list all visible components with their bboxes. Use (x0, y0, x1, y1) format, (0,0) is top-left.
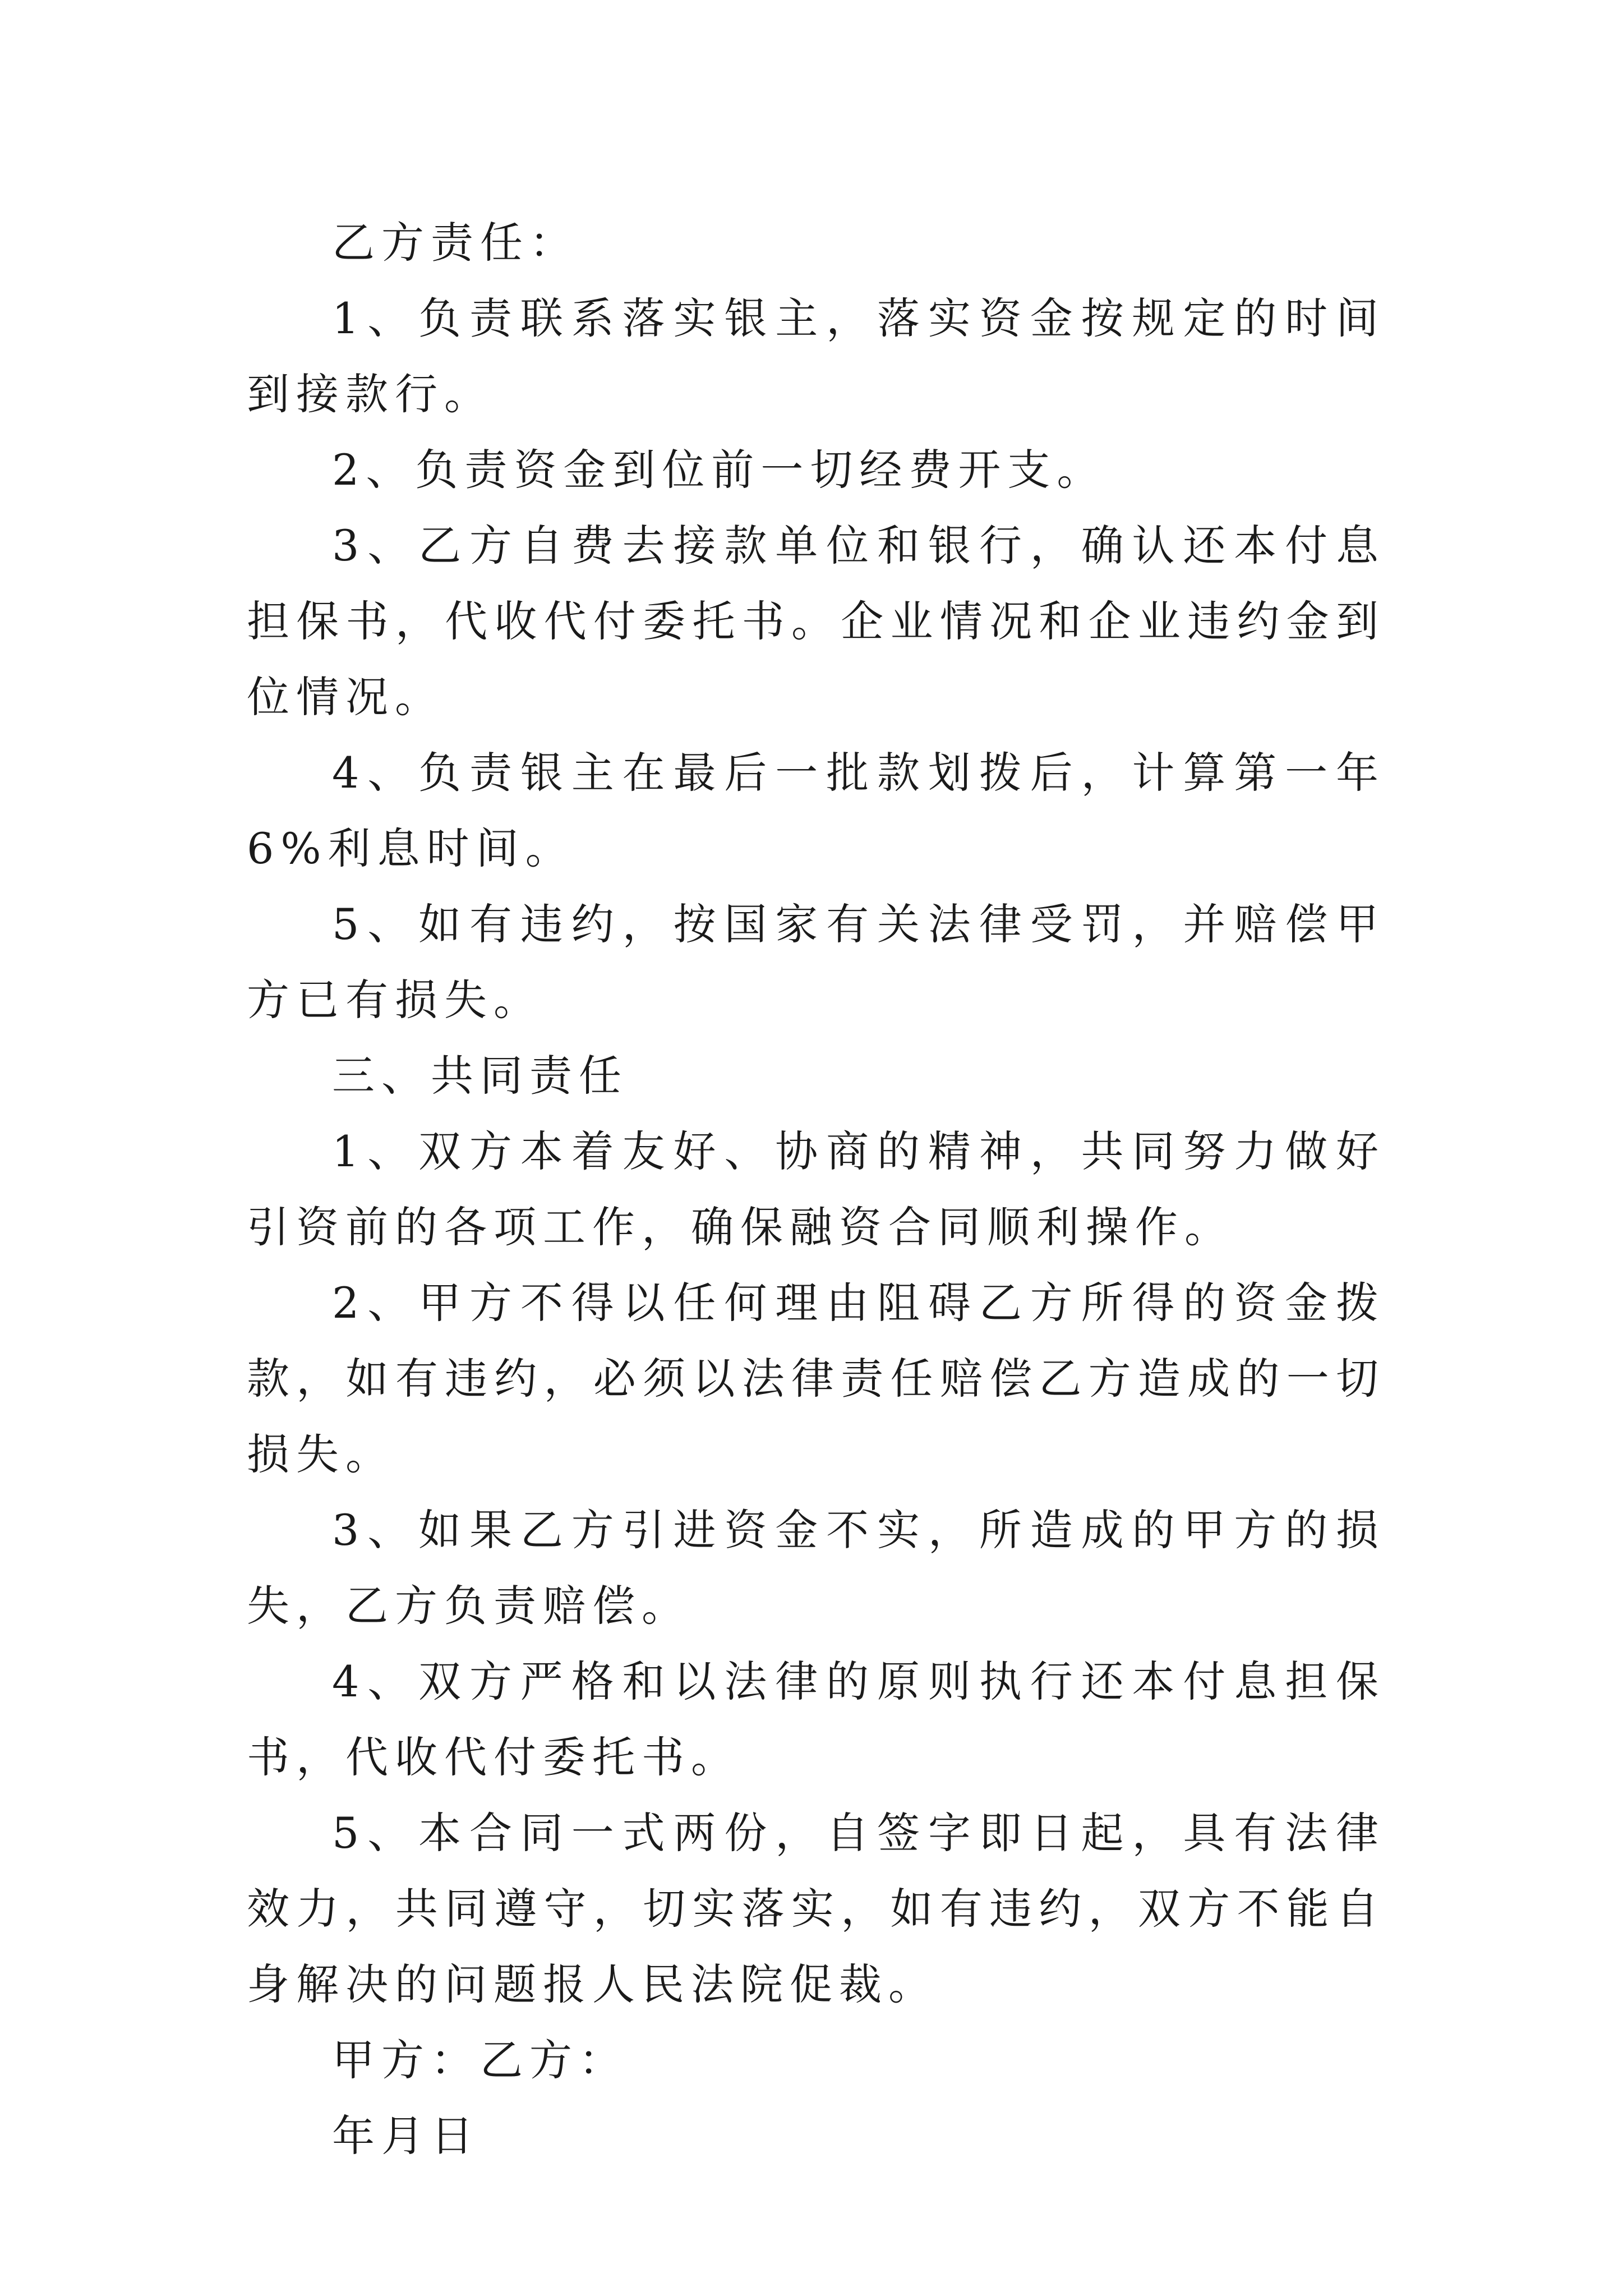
paragraph-b-4: 4、负责银主在最后一批款划拨后，计算第一年6%利息时间。 (247, 748, 1385, 873)
paragraph-b-2: 2、负责资金到位前一切经费开支。 (332, 445, 1106, 495)
section-heading-party-b-duties: 乙方责任： (332, 218, 579, 268)
paragraph-joint-4: 4、双方严格和以法律的原则执行还本付息担保书，代收代付委托书。 (247, 1657, 1385, 1782)
paragraph-joint-2: 2、甲方不得以任何理由阻碍乙方所得的资金拨款，如有违约，必须以法律责任赔偿乙方造成的一切损失。 (247, 1278, 1385, 1479)
paragraph-b-5: 5、如有违约，按国家有关法律受罚，并赔偿甲方已有损失。 (247, 899, 1385, 1025)
paragraph-b-1: 1、负责联系落实银主，落实资金按规定的时间到接款行。 (247, 293, 1385, 419)
paragraph-joint-3: 3、如果乙方引进资金不实，所造成的甲方的损失，乙方负责赔偿。 (247, 1505, 1385, 1631)
paragraph-joint-1: 1、双方本着友好、协商的精神，共同努力做好引资前的各项工作，确保融资合同顺利操作。 (247, 1126, 1385, 1252)
paragraph-b-3: 3、乙方自费去接款单位和银行，确认还本付息担保书，代收代付委托书。企业情况和企业违约金到位情况。 (247, 521, 1385, 722)
document-body (247, 205, 1385, 2174)
signature-line: 甲方：乙方： (332, 2035, 628, 2085)
section-heading-joint-duties: 三、共同责任 (332, 1051, 628, 1101)
paragraph-joint-5: 5、本合同一式两份，自签字即日起，具有法律效力，共同遵守，切实落实，如有违约，双方不能自身解决的问题报人民法院促裁。 (247, 1808, 1385, 2009)
date-line: 年月日 (332, 2111, 480, 2161)
